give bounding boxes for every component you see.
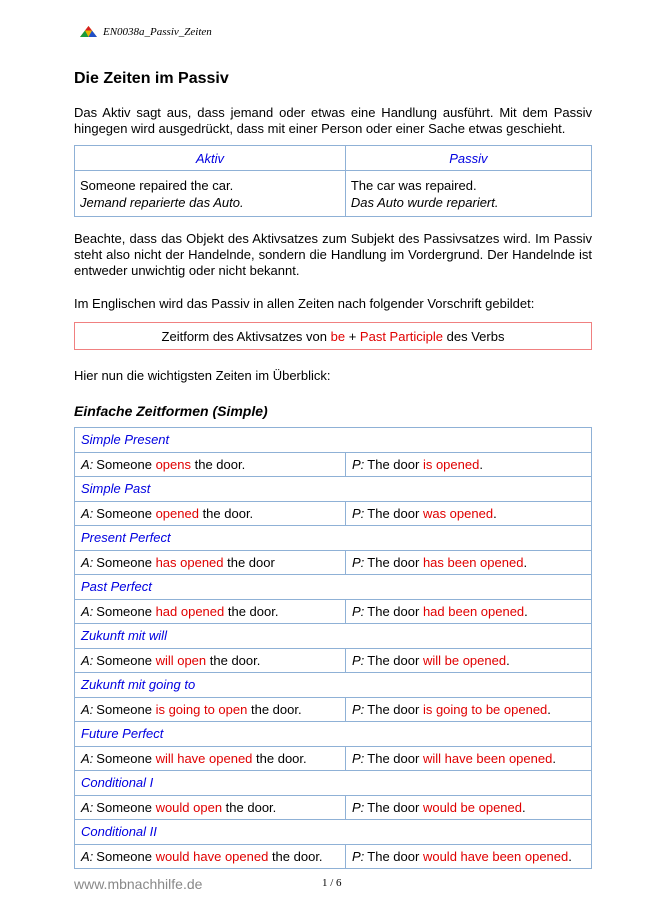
active-verb: opens <box>155 456 191 472</box>
tense-example-row <box>75 599 592 624</box>
active-example <box>75 844 346 869</box>
active-text-end: the door. <box>224 603 279 619</box>
section-heading: Einfache Zeitformen (Simple) <box>74 403 268 419</box>
passive-label: P: <box>352 750 365 766</box>
active-verb: would open <box>155 799 223 815</box>
formula-pre: Zeitform des Aktivsatzes von <box>161 328 331 344</box>
active-example <box>75 452 346 477</box>
doc-id: EN0038a_Passiv_Zeiten <box>103 26 212 38</box>
active-text: Someone <box>96 799 156 815</box>
passive-text-end: . <box>521 799 526 815</box>
passive-text-end: . <box>552 750 556 766</box>
passive-label: P: <box>352 652 365 668</box>
tense-name: Conditional I <box>75 771 592 796</box>
tense-example-row <box>75 697 592 722</box>
active-text: Someone <box>96 848 156 864</box>
tense-heading-row <box>75 673 592 698</box>
intro-paragraph: Das Aktiv sagt aus, dass jemand oder etwas eine Handlung ausführt. Mit dem Passiv hingegen wird ausgedrückt, dass mit einer Person oder einer Sache etwas geschieht. <box>74 105 592 136</box>
active-cell <box>75 171 346 217</box>
active-example <box>75 501 346 526</box>
tense-heading-row <box>75 575 592 600</box>
tenses-table <box>74 427 592 869</box>
active-text: Someone <box>96 701 156 717</box>
passive-example <box>346 599 592 624</box>
passive-text-end: . <box>524 603 528 619</box>
formula-post: des Verbs <box>443 328 505 344</box>
tense-name: Zukunft mit going to <box>75 673 592 698</box>
passive-text: The door <box>367 848 423 864</box>
logo-icon <box>80 26 97 38</box>
active-example <box>75 599 346 624</box>
active-verb: has opened <box>155 554 224 570</box>
passive-example <box>346 795 592 820</box>
comparison-table <box>74 145 592 217</box>
passive-example <box>346 550 592 575</box>
active-en: Someone repaired the car. <box>80 178 234 193</box>
tense-heading-row <box>75 722 592 747</box>
passive-verb: will have been opened <box>422 750 553 766</box>
passive-text-end: . <box>568 848 572 864</box>
active-text-end: the door <box>223 554 275 570</box>
active-label: A: <box>81 652 94 668</box>
explanation-paragraph: Beachte, dass das Objekt des Aktivsatzes zum Subjekt des Passivsatzes wird. Im Passiv steht also nicht der Handelnde, sondern die Handlung im Vordergrund. Der Handelnde ist entweder unwichtig oder nicht bekannt. <box>74 231 592 278</box>
formula-box <box>74 322 592 350</box>
active-verb: would have opened <box>155 848 269 864</box>
footer-site: www.mbnachhilfe.de <box>74 876 203 892</box>
tense-name: Simple Past <box>75 477 592 502</box>
passive-text: The door <box>367 554 423 570</box>
passive-text: The door <box>367 750 423 766</box>
passive-text-end: . <box>479 456 483 472</box>
tense-example-row <box>75 501 592 526</box>
passive-verb: will be opened <box>422 652 507 668</box>
active-text-end: the door. <box>252 750 307 766</box>
passive-example <box>346 452 592 477</box>
passive-verb: has been opened <box>422 554 524 570</box>
tense-example-row <box>75 648 592 673</box>
active-verb: will open <box>155 652 207 668</box>
passive-verb: had been opened <box>422 603 525 619</box>
page-header <box>80 26 212 38</box>
active-text-end: the door. <box>190 456 246 472</box>
passive-label: P: <box>352 848 365 864</box>
active-text: Someone <box>96 505 156 521</box>
formula-plus: + <box>345 328 360 344</box>
passive-verb: would be opened <box>422 799 522 815</box>
passive-text: The door <box>367 701 423 717</box>
tense-name: Conditional II <box>75 820 592 845</box>
active-text: Someone <box>96 603 156 619</box>
active-text-end: the door. <box>206 652 261 668</box>
tense-heading-row <box>75 624 592 649</box>
tense-example-row <box>75 795 592 820</box>
active-text: Someone <box>96 554 156 570</box>
active-text-end: the door. <box>268 848 323 864</box>
active-de: Jemand reparierte das Auto. <box>80 195 244 210</box>
passive-en: The car was repaired. <box>350 178 477 193</box>
active-label: A: <box>81 603 94 619</box>
tense-example-row <box>75 452 592 477</box>
tense-name: Zukunft mit will <box>75 624 592 649</box>
tense-example-row <box>75 746 592 771</box>
active-example <box>75 648 346 673</box>
head-passive: Passiv <box>345 146 591 171</box>
passive-label: P: <box>352 603 365 619</box>
passive-example <box>346 844 592 869</box>
head-active: Aktiv <box>75 146 346 171</box>
active-example <box>75 795 346 820</box>
passive-label: P: <box>352 701 365 717</box>
passive-text-end: . <box>547 701 551 717</box>
active-label: A: <box>81 848 94 864</box>
active-text-end: the door. <box>222 799 277 815</box>
formula-be: be <box>330 328 346 344</box>
tense-name: Future Perfect <box>75 722 592 747</box>
passive-verb: was opened <box>422 505 494 521</box>
passive-text: The door <box>367 652 423 668</box>
passive-label: P: <box>352 456 365 472</box>
tense-name: Simple Present <box>75 428 592 453</box>
active-text: Someone <box>96 456 156 472</box>
tense-heading-row <box>75 820 592 845</box>
passive-text-end: . <box>523 554 528 570</box>
active-label: A: <box>81 750 94 766</box>
tense-heading-row <box>75 526 592 551</box>
passive-example <box>346 648 592 673</box>
document-body <box>74 70 592 869</box>
passive-text: The door <box>367 456 423 472</box>
passive-text-end: . <box>506 652 510 668</box>
active-label: A: <box>81 554 94 570</box>
comparison-body-row <box>75 171 592 217</box>
active-label: A: <box>81 799 94 815</box>
passive-text: The door <box>367 603 423 619</box>
overview-paragraph: Hier nun die wichtigsten Zeiten im Überblick: <box>74 368 331 383</box>
passive-verb: is opened <box>422 456 480 472</box>
active-text: Someone <box>96 652 156 668</box>
active-label: A: <box>81 456 94 472</box>
passive-text: The door <box>367 505 423 521</box>
tense-name: Present Perfect <box>75 526 592 551</box>
active-label: A: <box>81 701 94 717</box>
tense-heading-row <box>75 428 592 453</box>
active-label: A: <box>81 505 94 521</box>
active-verb: opened <box>155 505 199 521</box>
page-title: Die Zeiten im Passiv <box>74 70 229 87</box>
tense-heading-row <box>75 771 592 796</box>
passive-verb: would have been opened <box>422 848 569 864</box>
passive-de: Das Auto wurde repariert. <box>350 195 499 210</box>
active-example <box>75 697 346 722</box>
passive-text: The door <box>367 799 423 815</box>
passive-text-end: . <box>493 505 497 521</box>
tense-example-row <box>75 550 592 575</box>
active-text-end: the door. <box>247 701 302 717</box>
rule-paragraph: Im Englischen wird das Passiv in allen Zeiten nach folgender Vorschrift gebildet: <box>74 296 535 311</box>
tense-heading-row <box>75 477 592 502</box>
passive-label: P: <box>352 799 365 815</box>
active-example <box>75 746 346 771</box>
passive-example <box>346 697 592 722</box>
active-text-end: the door. <box>198 505 254 521</box>
passive-cell <box>345 171 591 217</box>
footer-page: 1 / 6 <box>322 877 342 889</box>
tense-example-row <box>75 844 592 869</box>
formula-pp: Past Participle <box>359 328 444 344</box>
active-text: Someone <box>96 750 156 766</box>
passive-label: P: <box>352 505 365 521</box>
active-example <box>75 550 346 575</box>
active-verb: is going to open <box>155 701 248 717</box>
passive-verb: is going to be opened <box>422 701 548 717</box>
comparison-header-row <box>75 146 592 171</box>
passive-example <box>346 746 592 771</box>
active-verb: will have opened <box>155 750 253 766</box>
passive-example <box>346 501 592 526</box>
passive-label: P: <box>352 554 365 570</box>
active-verb: had opened <box>155 603 225 619</box>
tense-name: Past Perfect <box>75 575 592 600</box>
